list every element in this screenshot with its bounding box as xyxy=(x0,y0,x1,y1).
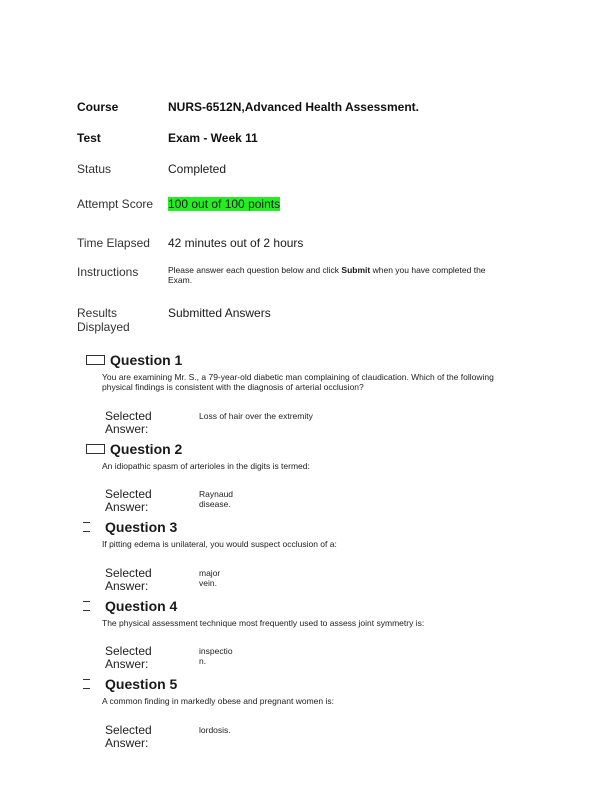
test-value: Exam - Week 11 xyxy=(168,131,258,145)
question-4-header xyxy=(86,598,177,614)
question-4-title: Question 4 xyxy=(105,598,178,614)
question-checkbox-icon xyxy=(86,355,105,365)
status-value: Completed xyxy=(168,162,227,176)
question-2-text: An idiopathic spasm of arterioles in the digits is termed: xyxy=(102,461,310,471)
question-1-text: You are examining Mr. S., a 79-year-old diabetic man complaining of claudication. Which of the following physical findings is consistent with the diagnosis of arterial occlusion? xyxy=(102,372,494,392)
question-5-header xyxy=(86,676,177,692)
instructions-label: Instructions xyxy=(77,265,139,279)
question-3-answer: major vein. xyxy=(199,568,221,588)
results-value: Submitted Answers xyxy=(168,306,271,320)
test-label: Test xyxy=(77,131,101,145)
question-2-title: Question 2 xyxy=(110,441,183,457)
instructions-submit: Submit xyxy=(341,265,371,275)
question-1-answer: Loss of hair over the extremity xyxy=(199,411,313,421)
course-label: Course xyxy=(77,100,119,114)
course-value: NURS-6512N,Advanced Health Assessment. xyxy=(168,100,419,114)
question-marker-icon xyxy=(83,679,90,689)
question-3-selected-label: Selected Answer: xyxy=(105,566,152,593)
question-5-title: Question 5 xyxy=(105,676,178,692)
status-label: Status xyxy=(77,162,112,176)
question-5-selected-label: Selected Answer: xyxy=(105,723,152,750)
question-2-selected-label: Selected Answer: xyxy=(105,487,152,514)
question-3-header xyxy=(86,519,177,535)
score-label: Attempt Score xyxy=(77,197,154,211)
score-value: 100 out of 100 points xyxy=(168,197,281,211)
question-marker-icon xyxy=(83,522,90,532)
question-5-text: A common finding in markedly obese and pregnant women is: xyxy=(102,696,334,706)
question-3-title: Question 3 xyxy=(105,519,178,535)
results-label: Results Displayed xyxy=(77,306,130,334)
question-1-title: Question 1 xyxy=(110,352,183,368)
instructions-post: when you have completed the Exam. xyxy=(168,265,486,285)
question-3-text: If pitting edema is unilateral, you would suspect occlusion of a: xyxy=(102,539,337,549)
instructions-pre: Please answer each question below and click xyxy=(168,265,342,275)
question-4-answer: inspection. xyxy=(199,646,233,666)
question-2-answer: Raynaud disease. xyxy=(199,489,234,509)
question-checkbox-icon xyxy=(86,444,105,454)
question-5-answer: lordosis. xyxy=(199,725,231,735)
time-value: 42 minutes out of 2 hours xyxy=(168,236,304,250)
question-1-header xyxy=(86,352,182,368)
question-2-header xyxy=(86,441,182,457)
instructions-text xyxy=(168,265,508,285)
time-label: Time Elapsed xyxy=(77,236,150,250)
question-1-selected-label: Selected Answer: xyxy=(105,409,152,436)
question-marker-icon xyxy=(83,601,90,611)
question-4-selected-label: Selected Answer: xyxy=(105,644,152,671)
question-4-text: The physical assessment technique most frequently used to assess joint symmetry is: xyxy=(102,618,425,628)
